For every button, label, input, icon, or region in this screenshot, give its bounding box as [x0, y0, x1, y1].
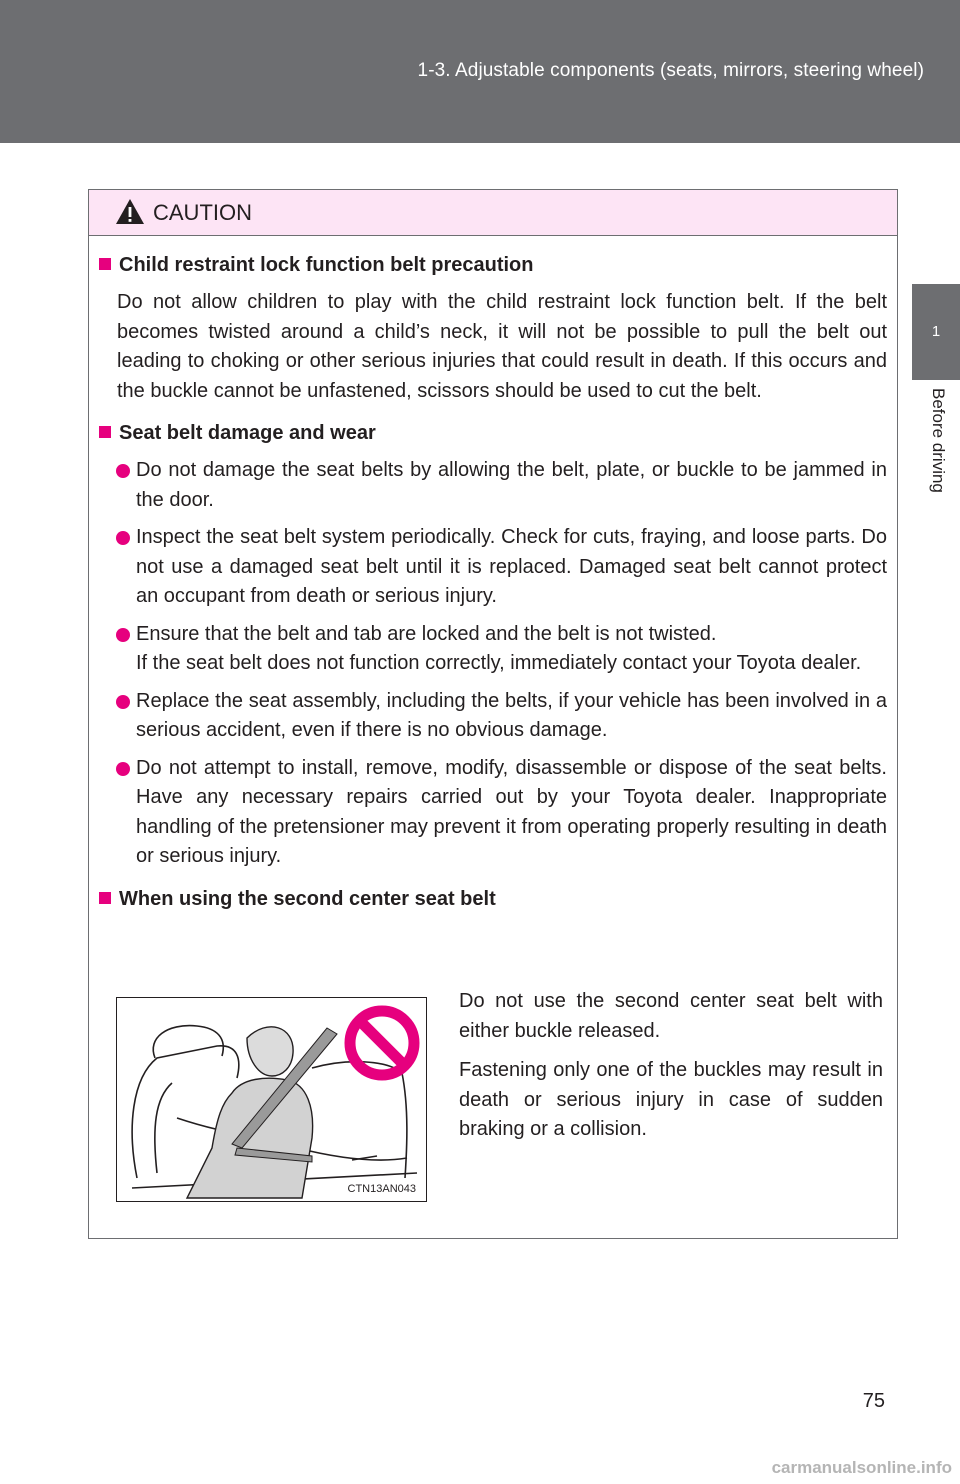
list-item: Replace the seat assembly, including the belts, if your vehicle has been involved in a serious accident, even if there is no obvious damage.: [136, 687, 887, 746]
section-title: 1-3. Adjustable components (seats, mirrors, steering wheel): [417, 60, 924, 81]
seat-belt-illustration: [116, 997, 427, 1202]
caution-content: [89, 250, 897, 914]
square-bullet-icon: [99, 892, 111, 904]
circle-bullet-icon: [116, 628, 130, 642]
section-paragraph: Do not allow children to play with the child restraint lock function belt. If the belt becomes twisted around a child’s neck, it will not be possible to pull the belt out leading to choking or other serious injuries that could result in death. If this occurs and the buckle cannot be unfastened, scissors should be used to cut the belt.: [117, 291, 887, 402]
chapter-label: Before driving: [929, 388, 948, 493]
list-item: Do not damage the seat belts by allowing the belt, plate, or buckle to be jammed in the door.: [136, 456, 887, 515]
square-bullet-icon: [99, 258, 111, 270]
circle-bullet-icon: [116, 531, 130, 545]
caption-paragraph: Do not use the second center seat belt with either buckle released.: [459, 990, 883, 1042]
caption-paragraph: Fastening only one of the buckles may result in death or serious injury in case of sudden braking or a collision.: [459, 1059, 883, 1140]
circle-bullet-icon: [116, 464, 130, 478]
list-item: Inspect the seat belt system periodically. Check for cuts, fraying, and loose parts. Do not use a damaged seat belt until it is replaced. Damaged seat belt cannot protect an occupant from death or serious injury.: [136, 523, 887, 612]
section-heading: Seat belt damage and wear: [99, 418, 897, 448]
section-heading: Child restraint lock function belt precaution: [99, 250, 897, 280]
page-number: 75: [862, 1390, 885, 1412]
caution-box: [88, 189, 898, 1239]
section-heading: When using the second center seat belt: [99, 884, 897, 914]
caution-title: CAUTION: [153, 200, 252, 225]
list-item: Ensure that the belt and tab are locked and the belt is not twisted. If the seat belt does not function correctly, immediately contact your Toyota dealer.: [136, 620, 887, 679]
circle-bullet-icon: [116, 695, 130, 709]
list-item: Do not attempt to install, remove, modify, disassemble or dispose of the seat belts. Have any necessary repairs carried out by your Toyota dealer. Inappropriate handling of the pretensioner may prevent it from operating properly resulting in death or serious injury.: [136, 754, 887, 872]
figure-caption: [459, 987, 883, 1155]
warning-icon: [115, 198, 145, 225]
chapter-number: 1: [931, 323, 941, 340]
square-bullet-icon: [99, 426, 111, 438]
watermark: carmanualsonline.info: [771, 1458, 952, 1477]
caution-header: [89, 190, 897, 236]
circle-bullet-icon: [116, 762, 130, 776]
rear-seat-occupant-illustration: [117, 998, 426, 1201]
figure-code: CTN13AN043: [347, 1183, 416, 1195]
